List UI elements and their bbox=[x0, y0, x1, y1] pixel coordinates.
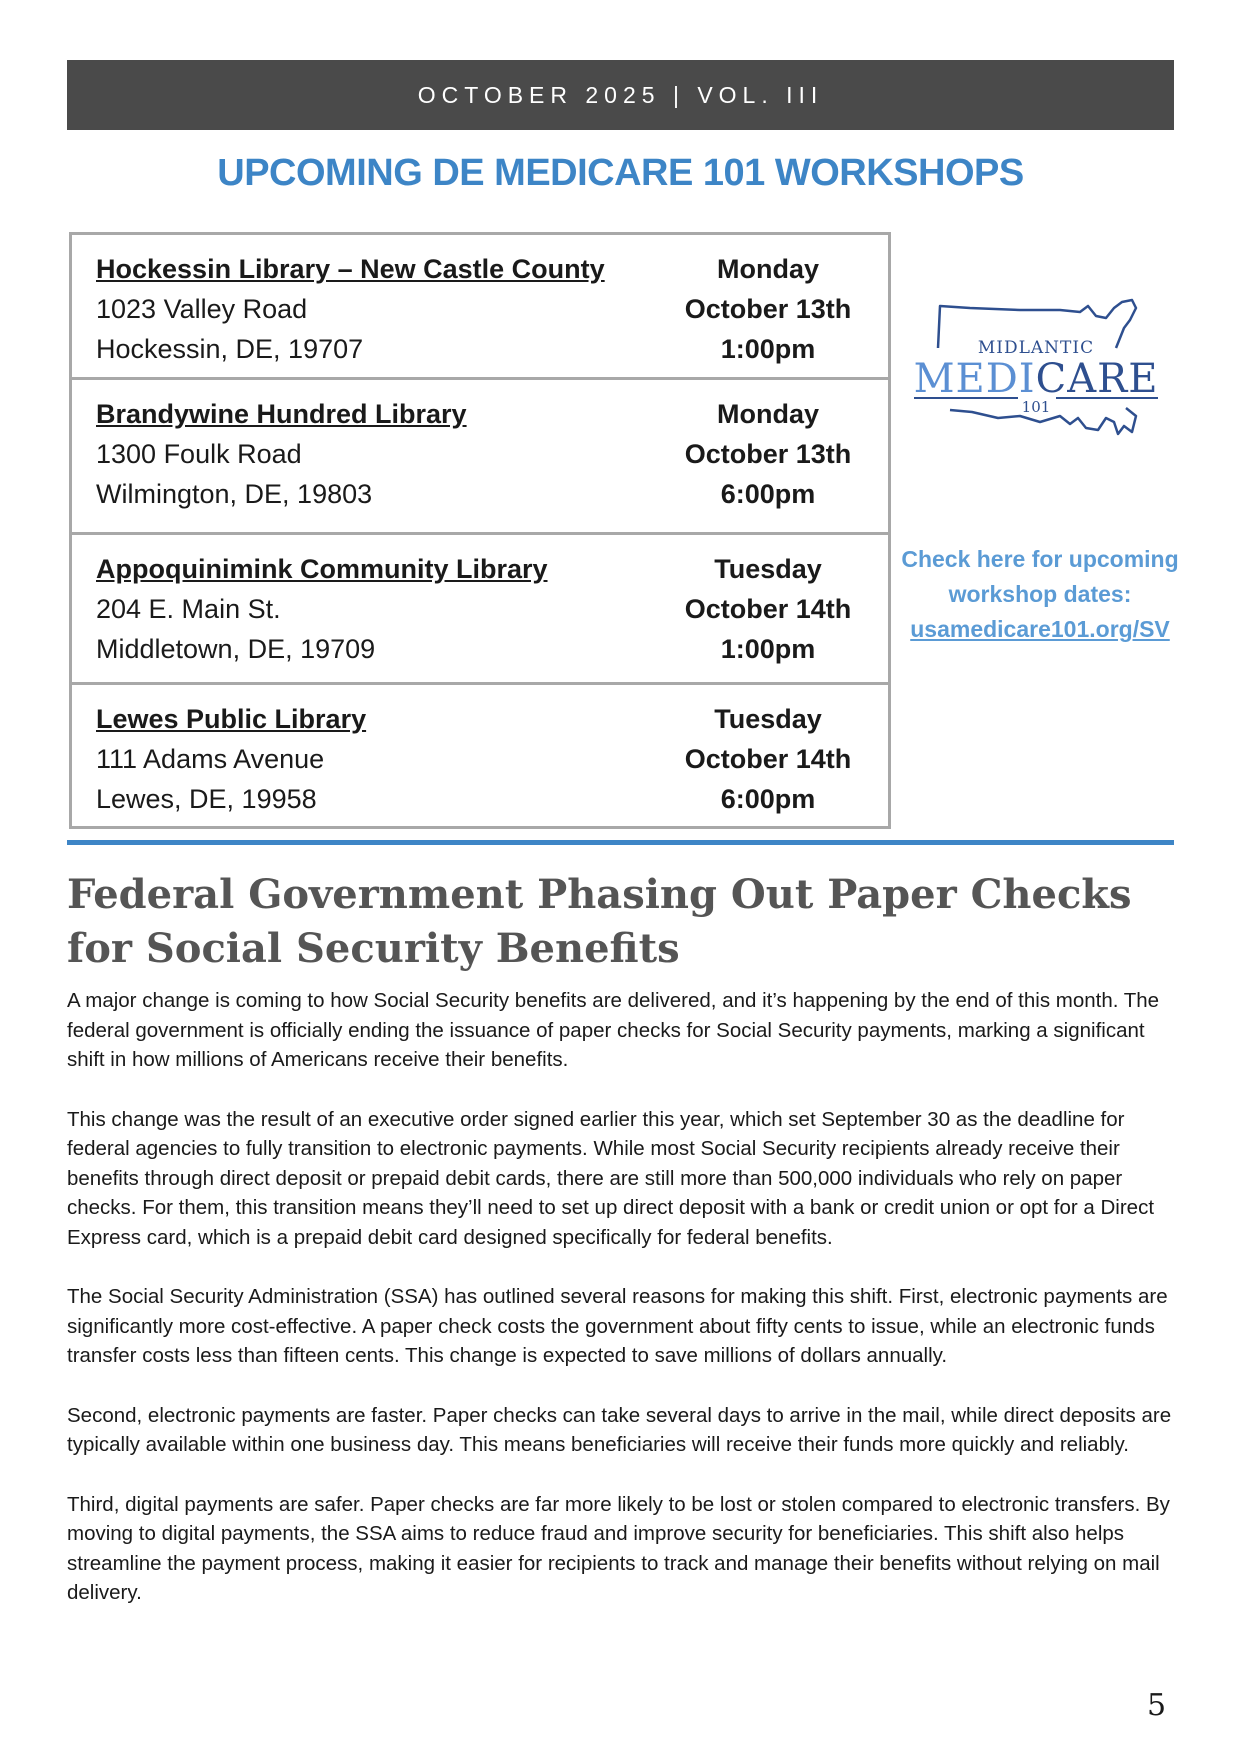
workshop-row bbox=[72, 535, 888, 685]
library-name: Lewes Public Library bbox=[96, 704, 367, 734]
workshop-row bbox=[72, 235, 888, 380]
library-city: Hockessin, DE, 19707 bbox=[96, 334, 364, 364]
article-paragraph: Second, electronic payments are faster. Paper checks can take several days to arrive in the mail, while direct deposits are typically available within one business day. This means beneficiaries will receive their funds more quickly and reliably. bbox=[67, 1403, 1172, 1456]
workshop-time: 1:00pm bbox=[720, 334, 816, 364]
library-city: Lewes, DE, 19958 bbox=[96, 784, 317, 814]
library-city: Wilmington, DE, 19803 bbox=[96, 479, 373, 509]
workshop-day: Monday bbox=[716, 254, 819, 284]
article-paragraph: Third, digital payments are safer. Paper checks are far more likely to be lost or stolen compared to electronic transfers. By moving to digital payments, the SSA aims to reduce fraud and improve security for beneficiaries. This shift also helps streamline the payment process, making it easier for recipients to track and manage their benefits without relying on mail delivery. bbox=[67, 1492, 1170, 1604]
workshop-date: October 14th bbox=[684, 594, 852, 624]
workshop-date: October 14th bbox=[684, 744, 852, 774]
article-paragraph: This change was the result of an executive order signed earlier this year, which set September 30 as the deadline for federal agencies to fully transition to electronic payments. While most Social Security recipients already receive their benefits through direct deposit or prepaid debit cards, there are still more than 500,000 individuals who rely on paper checks. For them, this transition means they’ll need to set up direct deposit with a bank or credit union or opt for a Direct Express card, which is a prepaid debit card designed specifically for federal benefits. bbox=[67, 1107, 1155, 1249]
article-paragraph: The Social Security Administration (SSA) has outlined several reasons for making this shift. First, electronic payments are significantly more cost-effective. A paper check costs the government about fifty cents to issue, while an electronic funds transfer costs less than fifteen cents. This change is expected to save millions of dollars annually. bbox=[67, 1285, 1168, 1367]
logo-word-medi: MEDI bbox=[913, 356, 1036, 402]
issue-banner-text: OCTOBER 2025 | VOL. III bbox=[417, 81, 824, 108]
section-divider bbox=[67, 840, 1174, 845]
workshop-day: Monday bbox=[716, 399, 819, 429]
workshop-date: October 13th bbox=[684, 294, 852, 324]
workshop-row bbox=[72, 380, 888, 535]
library-name: Brandywine Hundred Library bbox=[96, 399, 467, 429]
workshop-row bbox=[72, 685, 888, 829]
page-number: 5 bbox=[1147, 1688, 1167, 1723]
logo-number: 101 bbox=[1021, 398, 1051, 416]
workshops-title: UPCOMING DE MEDICARE 101 WORKSHOPS bbox=[217, 152, 1024, 194]
workshop-day: Tuesday bbox=[714, 704, 822, 734]
logo-word-midlantic: MIDLANTIC bbox=[977, 338, 1095, 358]
workshop-date: October 13th bbox=[684, 439, 852, 469]
library-street: 204 E. Main St. bbox=[96, 594, 281, 624]
logo-word-medicare bbox=[910, 356, 1162, 402]
library-street: 1300 Foulk Road bbox=[96, 439, 302, 469]
workshop-dates-link[interactable]: usamedicare101.org/SV bbox=[910, 616, 1170, 642]
article-paragraph: A major change is coming to how Social Security benefits are delivered, and it’s happening by the end of this month. The federal government is officially ending the issuance of paper checks for Social Security payments, marking a significant shift in how millions of Americans receive their benefits. bbox=[67, 989, 1160, 1071]
article-body bbox=[67, 986, 1177, 1638]
library-street: 1023 Valley Road bbox=[96, 294, 308, 324]
callout-line-1: Check here for upcoming bbox=[901, 546, 1179, 572]
callout-line-2: workshop dates: bbox=[948, 581, 1132, 607]
library-name: Appoquinimink Community Library bbox=[96, 554, 548, 584]
workshop-day: Tuesday bbox=[714, 554, 822, 584]
issue-banner bbox=[67, 60, 1174, 130]
workshop-dates-callout bbox=[890, 542, 1190, 647]
logo-word-care: CARE bbox=[1035, 356, 1159, 402]
library-street: 111 Adams Avenue bbox=[96, 744, 325, 774]
workshop-time: 6:00pm bbox=[720, 784, 816, 814]
library-name: Hockessin Library – New Castle County bbox=[96, 254, 605, 284]
workshop-table bbox=[69, 232, 891, 829]
workshop-time: 6:00pm bbox=[720, 479, 816, 509]
midlantic-medicare-logo bbox=[910, 298, 1162, 458]
library-city: Middletown, DE, 19709 bbox=[96, 634, 376, 664]
workshop-time: 1:00pm bbox=[720, 634, 816, 664]
article-title: Federal Government Phasing Out Paper Checks for Social Security Benefits bbox=[67, 871, 1132, 972]
